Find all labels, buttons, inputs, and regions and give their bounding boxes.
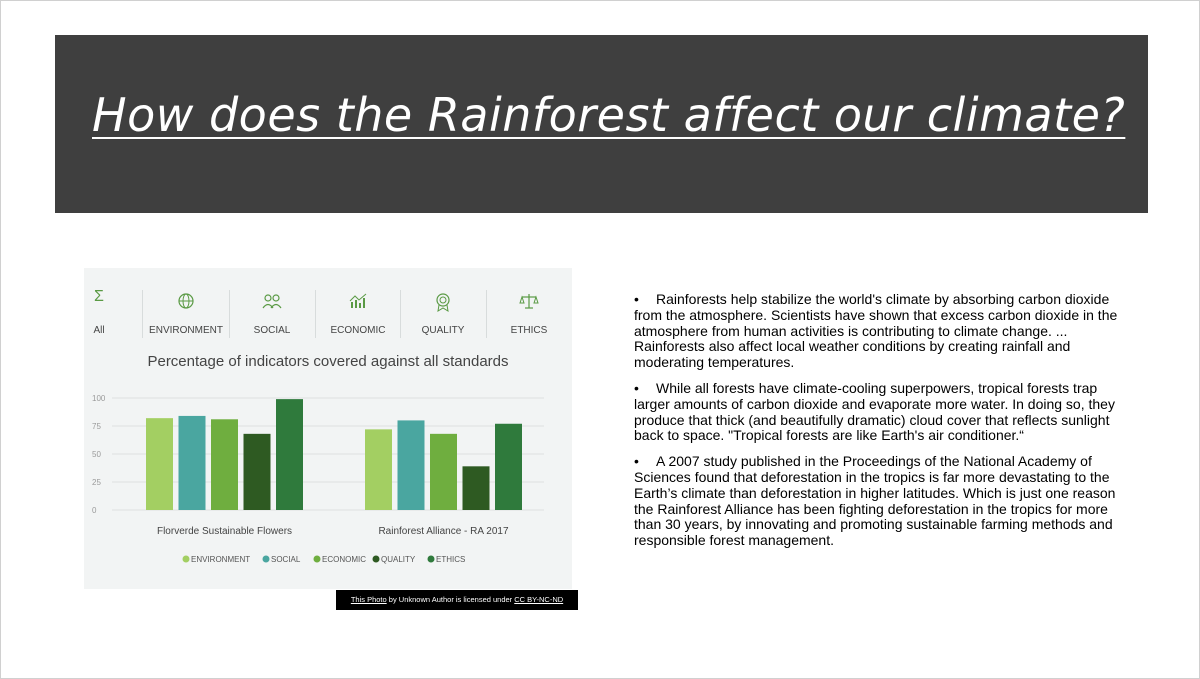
category-environment[interactable] (144, 290, 228, 338)
bar-economic-2 (430, 434, 457, 510)
category-label: SOCIAL (253, 325, 291, 336)
y-tick-label: 100 (92, 394, 106, 403)
y-tick-label: 0 (92, 506, 97, 515)
category-filter-bar (84, 290, 572, 342)
photo-credit (336, 590, 578, 610)
people-icon (230, 292, 314, 315)
bar-environment-2 (365, 429, 392, 510)
bar-economic-1 (211, 419, 238, 510)
separator (142, 290, 143, 338)
legend-label: ETHICS (436, 555, 466, 564)
globe-icon (144, 292, 228, 315)
bar-environment-1 (146, 418, 173, 510)
legend-marker (263, 556, 270, 563)
bar-ethics-2 (495, 424, 522, 510)
chart-title: Percentage of indicators covered against all standards (147, 353, 509, 370)
bullet-item (634, 292, 1120, 371)
legend-marker (314, 556, 321, 563)
category-label: All (93, 325, 105, 336)
legend-marker (428, 556, 435, 563)
chart-image[interactable] (84, 268, 572, 589)
bar-quality-2 (463, 466, 490, 510)
y-tick-label: 25 (92, 478, 101, 487)
x-category-label: Florverde Sustainable Flowers (156, 526, 293, 537)
category-label: ECONOMIC (330, 325, 386, 336)
bullet-item (634, 454, 1120, 549)
photo-link[interactable]: This Photo (350, 595, 387, 604)
bar-chart (84, 386, 572, 586)
category-ethics[interactable] (487, 290, 571, 338)
category-social[interactable] (230, 290, 314, 338)
y-tick-label: 75 (92, 422, 101, 431)
bullet-list (634, 292, 1120, 559)
scales-icon (487, 292, 571, 315)
legend-label: ENVIRONMENT (191, 555, 251, 564)
growth-chart-icon (316, 292, 400, 315)
legend-label: QUALITY (381, 555, 416, 564)
bullet-marker: • (634, 379, 639, 396)
legend-marker (373, 556, 380, 563)
bullet-marker: • (634, 453, 639, 470)
bullet-text: While all forests have climate-cooling superpowers, tropical forests trap larger amounts of carbon dioxide and evaporate more water. In doing so, they produce that thick (and beautifully dramatic) cloud cover that reflects sunlight back to space. "Tropical forests are like Earth's air conditioner.“ (634, 379, 1115, 444)
category-label: QUALITY (421, 325, 465, 336)
bar-ethics-1 (276, 399, 303, 510)
sigma-icon: Σ (94, 288, 104, 305)
bar-social-1 (179, 416, 206, 510)
medal-icon (401, 292, 485, 317)
y-tick-label: 50 (92, 450, 101, 459)
category-label: ETHICS (510, 325, 548, 336)
legend-label: SOCIAL (271, 555, 301, 564)
credit-text: by Unknown Author is licensed under (386, 595, 515, 604)
bullet-item (634, 381, 1120, 444)
license-link[interactable]: CC BY-NC-ND (514, 595, 564, 604)
category-all[interactable] (84, 290, 114, 338)
bullet-marker: • (634, 291, 639, 307)
category-economic[interactable] (316, 290, 400, 338)
bullet-text: Rainforests help stabilize the world's climate by absorbing carbon dioxide from the atmosphere. Scientists have shown that excess carbon dioxide in the atmosphere from human activities is contributing to climate change. ... Rainforests also affect local weather conditions by creating rainfall and moderating temperatures. (634, 291, 1118, 371)
category-label: ENVIRONMENT (149, 325, 223, 336)
legend-marker (183, 556, 190, 563)
category-quality[interactable] (401, 290, 485, 338)
slide-title[interactable]: How does the Rainforest affect our climate? (92, 88, 1126, 142)
bullet-text: A 2007 study published in the Proceedings of the National Academy of Sciences found that deforestation in the tropics is far more devastating to the Earth’s climate than deforestation in higher latitudes. Which is just one reason the Rainforest Alliance has been fighting deforestation in the tropics for more than 30 years, by innovating and promoting sustainable farming methods and responsible forest management. (634, 453, 1116, 549)
bar-social-2 (398, 420, 425, 510)
bar-quality-1 (244, 434, 271, 510)
legend-label: ECONOMIC (322, 555, 366, 564)
x-category-label: Rainforest Alliance - RA 2017 (378, 526, 509, 537)
